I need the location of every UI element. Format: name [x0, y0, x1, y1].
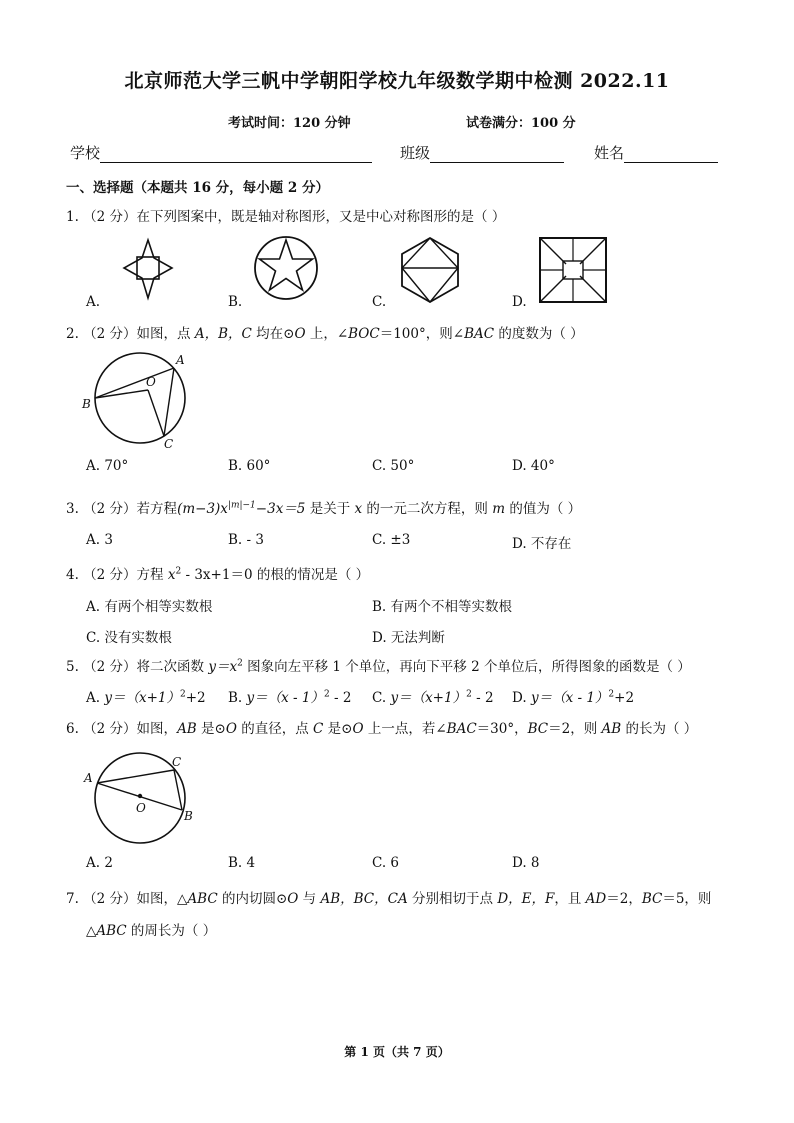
- q2-option-b[interactable]: B. 60°: [228, 458, 271, 474]
- q6-circle-figure: [84, 752, 196, 850]
- exam-time: 考试时间：120 分钟: [228, 116, 351, 131]
- question-5-stem: 5. （2 分）将二次函数 $y=x^2$ 图象向左平移 1 个单位，再向下平移 2 个单位后，所得图象的函数是（ ）: [66, 658, 691, 675]
- q4-option-a[interactable]: A. 有两个相等实数根: [86, 599, 213, 615]
- q2-label-c: C: [164, 437, 174, 451]
- q1-figure-a: [110, 236, 190, 304]
- q5-option-a[interactable]: A. $y=(x+1)^2+2$: [86, 689, 206, 706]
- name-blank[interactable]: [624, 146, 718, 163]
- q5-option-c[interactable]: C. $y=(x+1)^2 - 2$: [372, 689, 494, 706]
- q5-option-b[interactable]: B. y＝（x - 1）$^2$ - 2: [228, 689, 352, 706]
- q1-option-c[interactable]: C.: [372, 294, 387, 310]
- q2-option-c[interactable]: C. 50°: [372, 458, 415, 474]
- q6-option-b[interactable]: B. 4: [228, 855, 256, 871]
- q6-option-a[interactable]: A. 2: [86, 855, 113, 871]
- section-heading: 一、选择题（本题共 16 分，每小题 2 分）: [66, 180, 329, 196]
- q1-figure-b: [250, 236, 322, 302]
- q6-option-c[interactable]: C. 6: [372, 855, 400, 871]
- q1-option-b[interactable]: B.: [228, 294, 243, 310]
- q4-option-c[interactable]: C. 没有实数根: [86, 630, 172, 646]
- q3-equation: (m−3)x: [177, 501, 228, 517]
- page-title: 北京师范大学三帆中学朝阳学校九年级数学期中检测 2022.11: [124, 70, 670, 92]
- q6-label-c: C: [172, 755, 182, 769]
- school-blank[interactable]: [100, 146, 372, 163]
- q1-figure-d: [536, 236, 610, 304]
- question-4-stem: 4. （2 分）方程 $x^2 - 3x+1=0$ 的根的情况是（ ）: [66, 566, 370, 583]
- school-label: 学校: [70, 144, 101, 162]
- q4-option-b[interactable]: B. 有两个不相等实数根: [372, 599, 513, 615]
- name-label: 姓名: [594, 144, 625, 162]
- question-3-stem: 3. （2 分）若方程$(m-3)x^{|m|-1}-3x=5$ 是关于 x 的一元二次方程，则 m 的值为（ ）: [66, 500, 582, 517]
- q6-option-d[interactable]: D. 8: [512, 855, 540, 871]
- class-label: 班级: [400, 144, 431, 162]
- page-number: 第 1 页（共 7 页）: [344, 1045, 450, 1059]
- q2-option-a[interactable]: A. 70°: [86, 458, 129, 474]
- q3-option-a[interactable]: A. 3: [86, 532, 113, 548]
- question-2-stem: 2. （2 分）如图，点 A，B，C 均在⊙O 上，∠BOC＝100°，则∠BAC 的度数为（ ）: [66, 326, 584, 342]
- full-score: 试卷满分：100 分: [466, 116, 576, 131]
- q2-label-a: A: [176, 353, 185, 367]
- q2-option-d[interactable]: D. 40°: [512, 458, 555, 474]
- q6-label-a: A: [84, 771, 93, 785]
- q1-figure-c: [394, 236, 466, 306]
- q2-label-o: O: [146, 375, 156, 389]
- q6-label-o: O: [136, 801, 146, 815]
- q3-option-d[interactable]: D. 不存在: [512, 536, 572, 552]
- name-field: [594, 142, 718, 163]
- q1-option-a[interactable]: A.: [86, 294, 101, 310]
- q5-option-d[interactable]: D. y＝（x - 1）$^2$+2: [512, 689, 635, 706]
- q3-option-c[interactable]: C. ±3: [372, 532, 411, 548]
- q1-option-d[interactable]: D.: [512, 294, 527, 310]
- q2-circle-figure: [82, 352, 194, 451]
- question-6-stem: 6. （2 分）如图，AB 是⊙O 的直径，点 C 是⊙O 上一点，若∠BAC＝30°，BC＝2，则 AB 的长为（ ）: [66, 721, 698, 737]
- q3-option-b[interactable]: B. - 3: [228, 532, 264, 548]
- school-field: [70, 142, 372, 163]
- q6-label-b: B: [184, 809, 193, 823]
- class-blank[interactable]: [430, 146, 564, 163]
- class-field: [400, 142, 564, 163]
- question-7-stem-line2: △ABC 的周长为（ ）: [86, 923, 217, 939]
- question-1-stem: 1. （2 分）在下列图案中，既是轴对称图形，又是中心对称图形的是（ ）: [66, 209, 506, 225]
- q4-option-d[interactable]: D. 无法判断: [372, 630, 445, 646]
- question-7-stem-line1: 7. （2 分）如图，△ABC 的内切圆⊙O 与 AB，BC，CA 分别相切于点 D，E，F，且 AD＝2，BC＝5，则: [66, 891, 712, 907]
- q2-label-b: B: [82, 397, 91, 411]
